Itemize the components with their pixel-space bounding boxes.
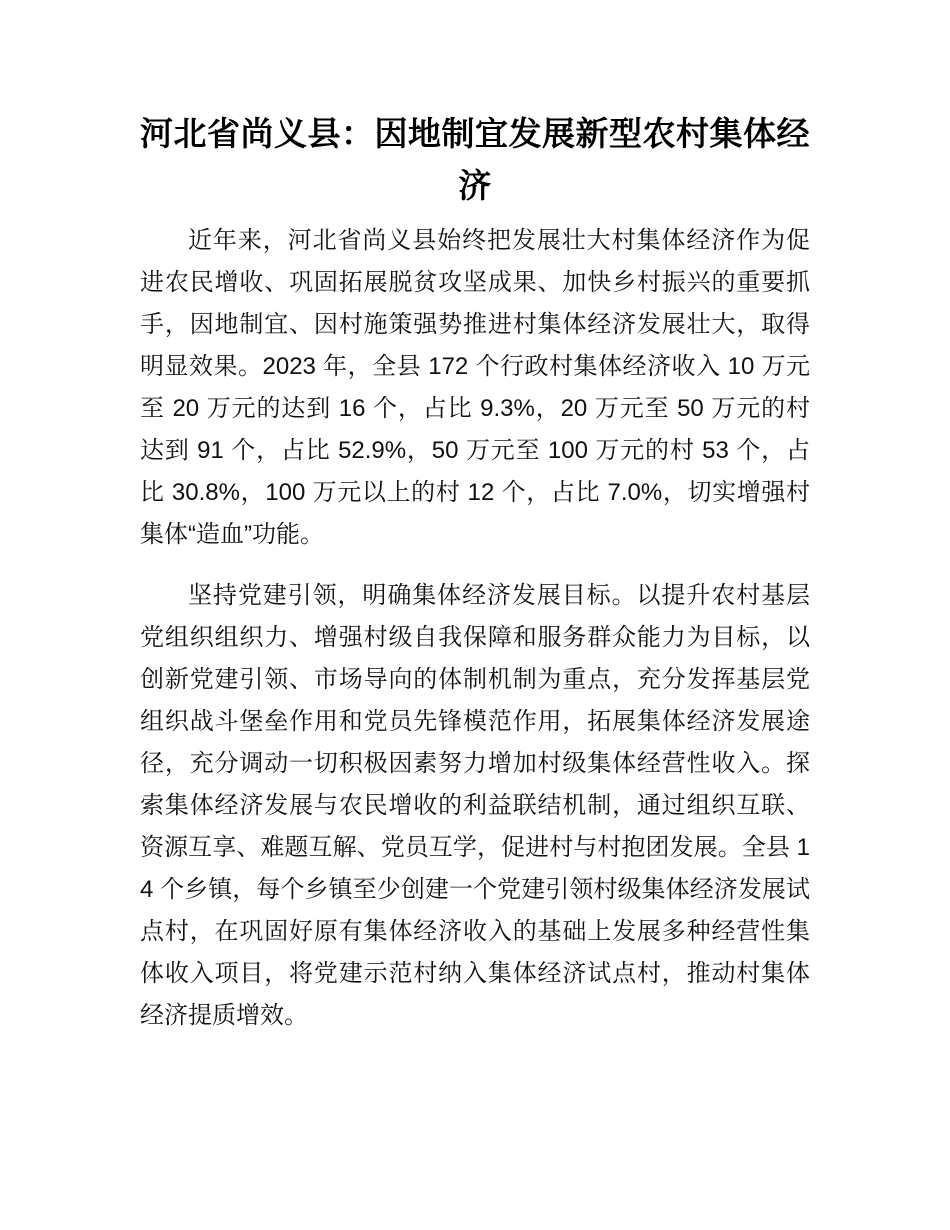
document-title: 河北省尚义县：因地制宜发展新型农村集体经济 [140,115,810,204]
paragraph-party-building: 坚持党建引领，明确集体经济发展目标。以提升农村基层党组织组织力、增强村级自我保障和服务群众能力为目标，以创新党建引领、市场导向的体制机制为重点，充分发挥基层党组织战斗堡垒作用和党员先锋模范作用，拓展集体经济发展途径，充分调动一切积极因素努力增加村级集体经营性收入。探索集体经济发展与农民增收的利益联结机制，通过组织互联、资源互享、难题互解、党员互学，促进村与村抱团发展。全县 14 个乡镇，每个乡镇至少创建一个党建引领村级集体经济发展试点村，在巩固好原有集体经济收入的基础上发展多种经营性集体收入项目，将党建示范村纳入集体经济试点村，推动村集体经济提质增效。 [140,582,810,1029]
paragraph-overview: 近年来，河北省尚义县始终把发展壮大村集体经济作为促进农民增收、巩固拓展脱贫攻坚成果、加快乡村振兴的重要抓手，因地制宜、因村施策强势推进村集体经济发展壮大，取得明显效果。2023 年，全县 172 个行政村集体经济收入 10 万元至 20 万元的达到 16 个，占比 9.3%，20 万元至 50 万元的村达到 91 个，占比 52.9%，50 万元至 100 万元的村 53 个，占比 30.8%，100 万元以上的村 12 个，占比 7.0%，切实增强村集体“造血”功能。 [140,227,810,548]
